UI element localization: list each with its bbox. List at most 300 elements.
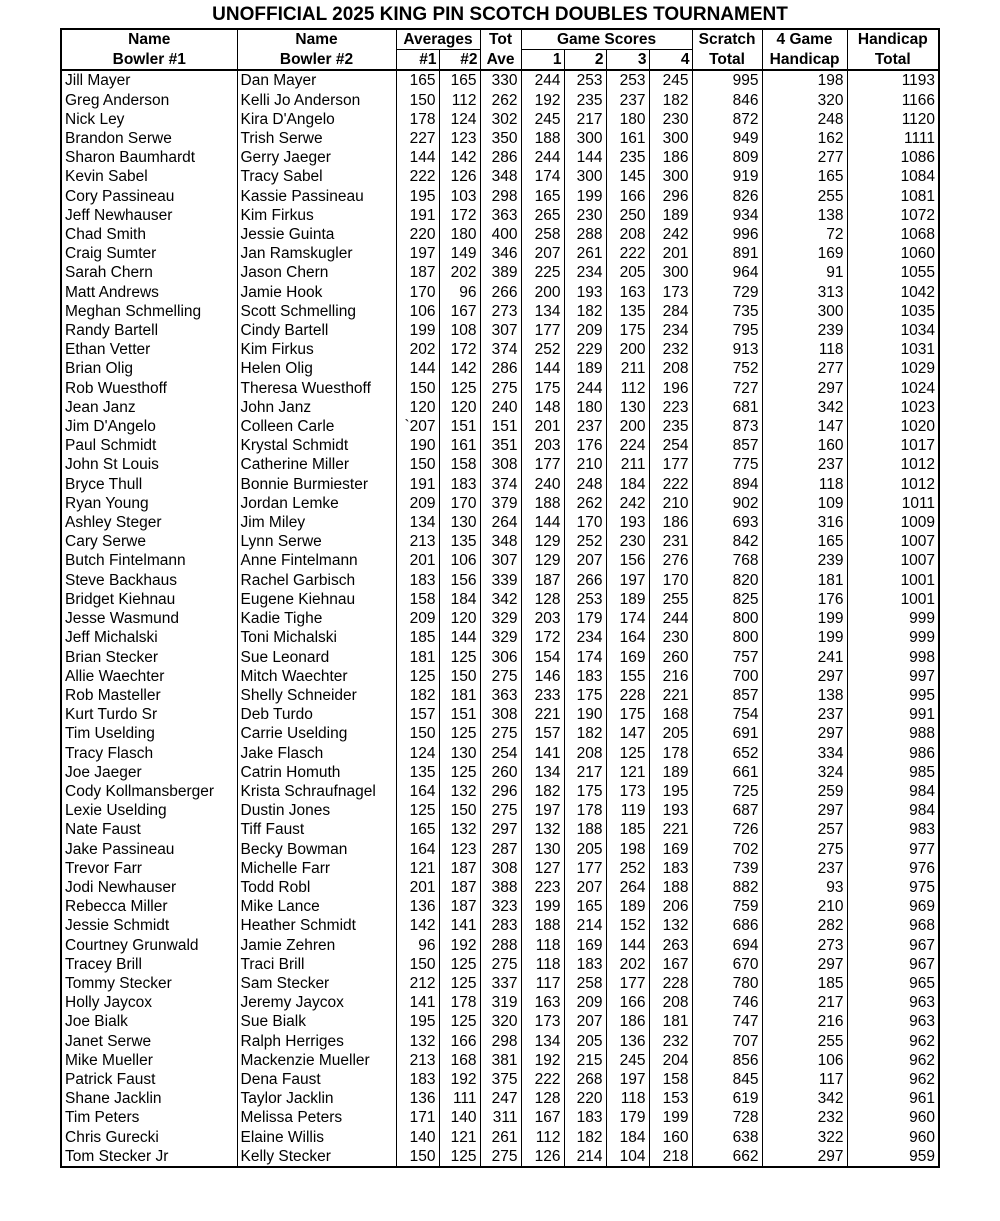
header-game-4: 4	[649, 50, 692, 71]
cell-bowler-1: Jeff Newhauser	[65, 206, 173, 224]
cell-four-game-handicap: 181	[762, 571, 847, 590]
cell-game-2: 193	[564, 283, 606, 302]
cell-avg-1: `207	[396, 417, 439, 436]
cell-avg-2: 125	[439, 974, 480, 993]
table-row	[61, 1051, 939, 1070]
cell-game-3: 161	[606, 129, 649, 148]
cell-game-4: 284	[649, 302, 692, 321]
cell-game-4: 189	[649, 206, 692, 225]
cell-avg-2: 168	[439, 1051, 480, 1070]
cell-tot-ave: 288	[480, 936, 521, 955]
cell-avg-2: 125	[439, 724, 480, 743]
cell-tot-ave: 296	[480, 782, 521, 801]
cell-game-1: 258	[521, 225, 564, 244]
header-bowler-2: Bowler #2	[237, 50, 396, 71]
cell-four-game-handicap: 297	[762, 1147, 847, 1167]
header-scratch: Scratch	[692, 29, 762, 50]
cell-handicap-total: 1011	[847, 494, 939, 513]
cell-bowler-2: Kelli Jo Anderson	[237, 91, 396, 110]
cell-scratch-total: 857	[692, 436, 762, 455]
cell-avg-2: 192	[439, 1070, 480, 1089]
cell-game-3: 252	[606, 859, 649, 878]
cell-game-2: 217	[564, 110, 606, 129]
cell-avg-2: 140	[439, 1108, 480, 1127]
cell-avg-2: 103	[439, 187, 480, 206]
cell-handicap-total: 1001	[847, 571, 939, 590]
cell-handicap-total: 995	[847, 686, 939, 705]
cell-game-2: 248	[564, 475, 606, 494]
cell-avg-1: 136	[396, 1089, 439, 1108]
cell-game-4: 153	[649, 1089, 692, 1108]
cell-game-3: 242	[606, 494, 649, 513]
cell-game-4: 170	[649, 571, 692, 590]
cell-avg-1: 141	[396, 993, 439, 1012]
cell-game-4: 186	[649, 148, 692, 167]
cell-scratch-total: 652	[692, 744, 762, 763]
cell-avg-1: 96	[396, 936, 439, 955]
cell-avg-2: 142	[439, 148, 480, 167]
cell-tot-ave: 329	[480, 628, 521, 647]
cell-game-1: 199	[521, 897, 564, 916]
table-row	[61, 167, 939, 186]
cell-game-3: 193	[606, 513, 649, 532]
cell-bowler-1: Shane Jacklin	[65, 1090, 162, 1108]
header-tot: Tot	[480, 29, 521, 50]
cell-scratch-total: 820	[692, 571, 762, 590]
cell-four-game-handicap: 255	[762, 187, 847, 206]
cell-scratch-total: 700	[692, 667, 762, 686]
cell-handicap-total: 997	[847, 667, 939, 686]
cell-bowler-2: Melissa Peters	[237, 1108, 396, 1127]
cell-game-1: 134	[521, 1032, 564, 1051]
cell-avg-2: 150	[439, 801, 480, 820]
cell-handicap-total: 1072	[847, 206, 939, 225]
table-row	[61, 244, 939, 263]
cell-game-2: 215	[564, 1051, 606, 1070]
table-row	[61, 897, 939, 916]
cell-game-4: 167	[649, 955, 692, 974]
cell-game-3: 118	[606, 1089, 649, 1108]
cell-tot-ave: 298	[480, 187, 521, 206]
cell-bowler-1: Meghan Schmelling	[65, 302, 202, 320]
cell-game-4: 199	[649, 1108, 692, 1127]
table-row	[61, 340, 939, 359]
cell-avg-1: 209	[396, 609, 439, 628]
cell-game-1: 225	[521, 263, 564, 282]
cell-bowler-1: Jake Passineau	[65, 840, 175, 858]
cell-handicap-total: 983	[847, 820, 939, 839]
cell-scratch-total: 826	[692, 187, 762, 206]
cell-handicap-total: 1193	[847, 70, 939, 90]
cell-game-2: 208	[564, 744, 606, 763]
cell-game-3: 166	[606, 187, 649, 206]
cell-game-3: 163	[606, 283, 649, 302]
cell-avg-2: 121	[439, 1128, 480, 1147]
cell-game-2: 182	[564, 724, 606, 743]
cell-scratch-total: 670	[692, 955, 762, 974]
cell-avg-2: 125	[439, 1147, 480, 1167]
cell-game-4: 223	[649, 398, 692, 417]
cell-game-1: 174	[521, 167, 564, 186]
header-avg-1: #1	[396, 50, 439, 71]
cell-avg-1: 182	[396, 686, 439, 705]
cell-scratch-total: 694	[692, 936, 762, 955]
cell-handicap-total: 960	[847, 1108, 939, 1127]
cell-tot-ave: 351	[480, 436, 521, 455]
cell-game-3: 152	[606, 916, 649, 935]
cell-game-3: 200	[606, 417, 649, 436]
cell-game-4: 169	[649, 840, 692, 859]
cell-avg-2: 125	[439, 1012, 480, 1031]
cell-game-1: 244	[521, 70, 564, 90]
cell-four-game-handicap: 322	[762, 1128, 847, 1147]
cell-avg-2: 125	[439, 379, 480, 398]
cell-four-game-handicap: 282	[762, 916, 847, 935]
cell-bowler-1: Courtney Grunwald	[65, 936, 199, 954]
cell-game-3: 228	[606, 686, 649, 705]
cell-avg-1: 183	[396, 571, 439, 590]
cell-avg-1: 140	[396, 1128, 439, 1147]
cell-game-3: 104	[606, 1147, 649, 1167]
cell-avg-2: 150	[439, 667, 480, 686]
cell-game-1: 192	[521, 1051, 564, 1070]
cell-game-2: 207	[564, 878, 606, 897]
cell-bowler-2: Tracy Sabel	[237, 167, 396, 186]
cell-game-1: 252	[521, 340, 564, 359]
cell-avg-1: 212	[396, 974, 439, 993]
cell-game-3: 224	[606, 436, 649, 455]
header-handicap-sub: Handicap	[762, 50, 847, 71]
cell-four-game-handicap: 277	[762, 359, 847, 378]
cell-handicap-total: 1029	[847, 359, 939, 378]
cell-scratch-total: 913	[692, 340, 762, 359]
cell-avg-2: 149	[439, 244, 480, 263]
cell-game-2: 144	[564, 148, 606, 167]
cell-game-3: 156	[606, 551, 649, 570]
cell-avg-1: 135	[396, 763, 439, 782]
cell-bowler-1: Greg Anderson	[65, 91, 170, 109]
cell-tot-ave: 308	[480, 705, 521, 724]
cell-four-game-handicap: 109	[762, 494, 847, 513]
cell-tot-ave: 329	[480, 609, 521, 628]
cell-game-2: 210	[564, 455, 606, 474]
header-handicap: Handicap	[847, 29, 939, 50]
cell-game-4: 206	[649, 897, 692, 916]
cell-game-2: 252	[564, 532, 606, 551]
cell-game-2: 169	[564, 936, 606, 955]
table-row	[61, 263, 939, 282]
cell-game-1: 157	[521, 724, 564, 743]
cell-avg-1: 132	[396, 1032, 439, 1051]
cell-handicap-total: 1081	[847, 187, 939, 206]
cell-game-3: 169	[606, 648, 649, 667]
table-body	[61, 70, 939, 1167]
cell-bowler-1: Cody Kollmansberger	[65, 782, 215, 800]
cell-bowler-1: Jessie Schmidt	[65, 917, 170, 935]
cell-bowler-2: Dan Mayer	[237, 70, 396, 90]
cell-bowler-1: Brian Stecker	[65, 648, 159, 666]
cell-avg-2: 183	[439, 475, 480, 494]
table-row	[61, 820, 939, 839]
table-row	[61, 936, 939, 955]
cell-handicap-total: 967	[847, 955, 939, 974]
cell-scratch-total: 949	[692, 129, 762, 148]
cell-game-1: 172	[521, 628, 564, 647]
cell-game-3: 222	[606, 244, 649, 263]
table-row	[61, 840, 939, 859]
cell-handicap-total: 1012	[847, 455, 939, 474]
cell-scratch-total: 687	[692, 801, 762, 820]
cell-avg-1: 164	[396, 782, 439, 801]
cell-game-2: 258	[564, 974, 606, 993]
cell-game-1: 129	[521, 551, 564, 570]
cell-four-game-handicap: 117	[762, 1070, 847, 1089]
cell-game-2: 266	[564, 571, 606, 590]
cell-tot-ave: 389	[480, 263, 521, 282]
cell-scratch-total: 825	[692, 590, 762, 609]
cell-avg-1: 150	[396, 1147, 439, 1167]
cell-avg-1: 164	[396, 840, 439, 859]
cell-game-3: 235	[606, 148, 649, 167]
cell-game-4: 300	[649, 263, 692, 282]
cell-tot-ave: 363	[480, 686, 521, 705]
cell-game-4: 208	[649, 359, 692, 378]
header-avg-2: #2	[439, 50, 480, 71]
table-row	[61, 206, 939, 225]
cell-scratch-total: 846	[692, 91, 762, 110]
cell-handicap-total: 985	[847, 763, 939, 782]
cell-game-3: 135	[606, 302, 649, 321]
cell-bowler-2: Sue Bialk	[237, 1012, 396, 1031]
header-game-1: 1	[521, 50, 564, 71]
cell-game-1: 141	[521, 744, 564, 763]
cell-four-game-handicap: 297	[762, 801, 847, 820]
cell-four-game-handicap: 237	[762, 455, 847, 474]
cell-scratch-total: 747	[692, 1012, 762, 1031]
cell-bowler-2: Anne Fintelmann	[237, 551, 396, 570]
cell-scratch-total: 746	[692, 993, 762, 1012]
cell-avg-1: 120	[396, 398, 439, 417]
cell-handicap-total: 975	[847, 878, 939, 897]
cell-tot-ave: 339	[480, 571, 521, 590]
table-row	[61, 955, 939, 974]
table-row	[61, 359, 939, 378]
cell-bowler-1: Paul Schmidt	[65, 437, 157, 455]
cell-game-4: 160	[649, 1128, 692, 1147]
cell-scratch-total: 681	[692, 398, 762, 417]
cell-avg-2: 187	[439, 878, 480, 897]
cell-bowler-1: Chad Smith	[65, 226, 146, 244]
cell-four-game-handicap: 147	[762, 417, 847, 436]
cell-avg-1: 213	[396, 1051, 439, 1070]
cell-tot-ave: 247	[480, 1089, 521, 1108]
cell-bowler-2: Gerry Jaeger	[237, 148, 396, 167]
table-row	[61, 878, 939, 897]
table-row	[61, 321, 939, 340]
table-row	[61, 148, 939, 167]
cell-bowler-1: Butch Fintelmann	[65, 552, 186, 570]
cell-scratch-total: 780	[692, 974, 762, 993]
table-row	[61, 1128, 939, 1147]
cell-four-game-handicap: 277	[762, 148, 847, 167]
cell-bowler-1: Ashley Steger	[65, 514, 162, 532]
cell-avg-2: 123	[439, 129, 480, 148]
cell-four-game-handicap: 199	[762, 628, 847, 647]
cell-bowler-2: Lynn Serwe	[237, 532, 396, 551]
cell-bowler-2: Jan Ramskugler	[237, 244, 396, 263]
cell-bowler-1: Lexie Uselding	[65, 802, 167, 820]
cell-tot-ave: 375	[480, 1070, 521, 1089]
cell-bowler-1: Jodi Newhauser	[65, 878, 177, 896]
cell-game-1: 187	[521, 571, 564, 590]
cell-four-game-handicap: 297	[762, 724, 847, 743]
cell-scratch-total: 662	[692, 1147, 762, 1167]
cell-scratch-total: 619	[692, 1089, 762, 1108]
cell-game-2: 262	[564, 494, 606, 513]
cell-game-3: 179	[606, 1108, 649, 1127]
cell-avg-1: 165	[396, 70, 439, 90]
cell-handicap-total: 1009	[847, 513, 939, 532]
cell-game-1: 192	[521, 91, 564, 110]
cell-four-game-handicap: 342	[762, 1089, 847, 1108]
cell-game-2: 288	[564, 225, 606, 244]
cell-tot-ave: 342	[480, 590, 521, 609]
cell-bowler-2: Elaine Willis	[237, 1128, 396, 1147]
cell-avg-2: 123	[439, 840, 480, 859]
cell-tot-ave: 298	[480, 1032, 521, 1051]
table-row	[61, 1032, 939, 1051]
cell-bowler-1: Cary Serwe	[65, 533, 146, 551]
cell-game-1: 265	[521, 206, 564, 225]
table-row	[61, 379, 939, 398]
cell-bowler-1: Tracy Flasch	[65, 744, 154, 762]
cell-game-3: 198	[606, 840, 649, 859]
cell-game-3: 237	[606, 91, 649, 110]
cell-game-2: 268	[564, 1070, 606, 1089]
cell-tot-ave: 374	[480, 340, 521, 359]
cell-game-3: 145	[606, 167, 649, 186]
cell-bowler-1: Allie Waechter	[65, 667, 165, 685]
cell-avg-1: 150	[396, 91, 439, 110]
cell-game-4: 196	[649, 379, 692, 398]
cell-game-3: 189	[606, 590, 649, 609]
cell-game-2: 214	[564, 916, 606, 935]
cell-tot-ave: 348	[480, 532, 521, 551]
table-row	[61, 590, 939, 609]
cell-avg-2: 151	[439, 705, 480, 724]
cell-game-4: 231	[649, 532, 692, 551]
cell-tot-ave: 311	[480, 1108, 521, 1127]
cell-game-2: 170	[564, 513, 606, 532]
cell-scratch-total: 693	[692, 513, 762, 532]
cell-tot-ave: 254	[480, 744, 521, 763]
cell-avg-1: 195	[396, 187, 439, 206]
cell-game-1: 221	[521, 705, 564, 724]
cell-four-game-handicap: 165	[762, 532, 847, 551]
cell-bowler-1: Joe Jaeger	[65, 763, 142, 781]
cell-tot-ave: 320	[480, 1012, 521, 1031]
cell-avg-1: 150	[396, 455, 439, 474]
cell-game-3: 112	[606, 379, 649, 398]
cell-avg-2: 125	[439, 955, 480, 974]
cell-four-game-handicap: 334	[762, 744, 847, 763]
cell-game-4: 177	[649, 455, 692, 474]
cell-game-4: 173	[649, 283, 692, 302]
cell-game-4: 232	[649, 1032, 692, 1051]
cell-game-1: 201	[521, 417, 564, 436]
cell-game-3: 180	[606, 110, 649, 129]
cell-scratch-total: 752	[692, 359, 762, 378]
cell-game-2: 234	[564, 263, 606, 282]
table-row	[61, 187, 939, 206]
cell-game-1: 197	[521, 801, 564, 820]
cell-game-4: 188	[649, 878, 692, 897]
cell-scratch-total: 638	[692, 1128, 762, 1147]
cell-game-4: 158	[649, 1070, 692, 1089]
cell-tot-ave: 337	[480, 974, 521, 993]
cell-tot-ave: 275	[480, 724, 521, 743]
cell-bowler-1: Tom Stecker Jr	[65, 1147, 169, 1165]
cell-avg-2: 96	[439, 283, 480, 302]
cell-game-4: 221	[649, 686, 692, 705]
table-row	[61, 70, 939, 90]
header-total-sub: Total	[847, 50, 939, 71]
cell-bowler-2: Shelly Schneider	[237, 686, 396, 705]
cell-handicap-total: 965	[847, 974, 939, 993]
cell-game-1: 144	[521, 359, 564, 378]
cell-tot-ave: 262	[480, 91, 521, 110]
cell-avg-2: 167	[439, 302, 480, 321]
cell-game-1: 188	[521, 129, 564, 148]
cell-avg-2: 192	[439, 936, 480, 955]
cell-bowler-2: Colleen Carle	[237, 417, 396, 436]
cell-game-4: 230	[649, 110, 692, 129]
cell-bowler-2: Catherine Miller	[237, 455, 396, 474]
cell-game-2: 175	[564, 782, 606, 801]
cell-game-2: 300	[564, 129, 606, 148]
cell-game-3: 144	[606, 936, 649, 955]
cell-scratch-total: 661	[692, 763, 762, 782]
cell-game-3: 202	[606, 955, 649, 974]
cell-game-2: 183	[564, 667, 606, 686]
cell-game-4: 186	[649, 513, 692, 532]
cell-tot-ave: 260	[480, 763, 521, 782]
cell-avg-1: 170	[396, 283, 439, 302]
cell-game-3: 208	[606, 225, 649, 244]
table-row	[61, 1108, 939, 1127]
cell-four-game-handicap: 316	[762, 513, 847, 532]
cell-game-3: 164	[606, 628, 649, 647]
cell-bowler-2: Toni Michalski	[237, 628, 396, 647]
cell-game-2: 207	[564, 551, 606, 570]
cell-game-1: 118	[521, 955, 564, 974]
cell-handicap-total: 988	[847, 724, 939, 743]
cell-game-4: 193	[649, 801, 692, 820]
cell-game-1: 177	[521, 455, 564, 474]
cell-handicap-total: 967	[847, 936, 939, 955]
cell-tot-ave: 307	[480, 321, 521, 340]
cell-handicap-total: 1031	[847, 340, 939, 359]
cell-game-1: 126	[521, 1147, 564, 1167]
cell-tot-ave: 275	[480, 955, 521, 974]
cell-avg-2: 187	[439, 897, 480, 916]
cell-bowler-2: Jordan Lemke	[237, 494, 396, 513]
cell-handicap-total: 1055	[847, 263, 939, 282]
cell-tot-ave: 346	[480, 244, 521, 263]
cell-game-4: 263	[649, 936, 692, 955]
cell-tot-ave: 283	[480, 916, 521, 935]
cell-handicap-total: 1017	[847, 436, 939, 455]
